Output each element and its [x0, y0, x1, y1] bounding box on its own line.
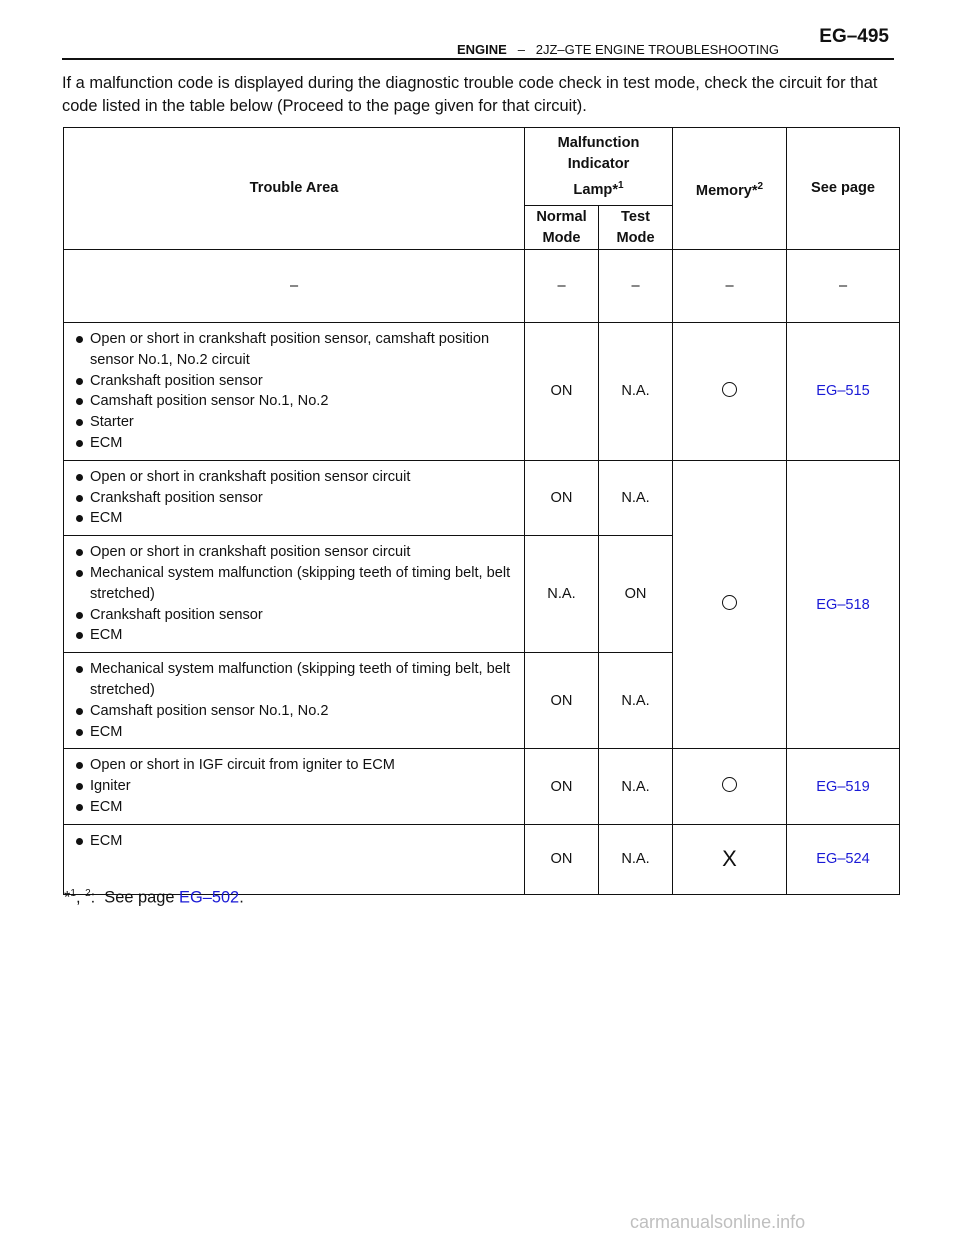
footnote-end: . [239, 888, 244, 907]
memory-label: Memory* [695, 182, 758, 199]
normal-mode-cell: ON [525, 749, 599, 824]
trouble-area-cell [64, 460, 525, 535]
mil-line-1: Malfunction [557, 134, 640, 151]
memory-footnote-mark: 2 [757, 180, 764, 192]
footnote [64, 888, 244, 907]
test-mode-cell: – [599, 250, 673, 323]
footnote-text: : See page [90, 888, 180, 907]
subsection-title: 2JZ–GTE ENGINE TROUBLESHOOTING [535, 42, 779, 57]
trouble-area-cell [64, 824, 525, 894]
list-item: Igniter [74, 776, 524, 797]
header-test-mode [599, 206, 673, 250]
normal-line-1: Normal [536, 208, 587, 225]
header-mil [525, 128, 673, 206]
table-row [64, 460, 900, 535]
normal-mode-cell: ON [525, 323, 599, 461]
list-item: ECM [74, 797, 524, 818]
table-row [64, 824, 900, 894]
list-item: Mechanical system malfunction (skipping teeth of timing belt, belt stretched) [74, 659, 524, 701]
running-title [457, 42, 779, 57]
header-rule [62, 58, 894, 60]
header-memory [673, 128, 787, 250]
mil-line-3: Lamp* [573, 181, 619, 198]
test-mode-cell: ON [599, 536, 673, 653]
see-page-cell [787, 824, 900, 894]
list-item: Mechanical system malfunction (skipping teeth of timing belt, belt stretched) [74, 563, 524, 605]
footnote-star: * [64, 888, 71, 907]
memory-cell: – [673, 250, 787, 323]
list-item: ECM [74, 722, 524, 743]
list-item: ECM [74, 433, 524, 454]
header-see-page: See page [787, 128, 900, 250]
list-item: Open or short in crankshaft position sensor circuit [74, 542, 524, 563]
cross-icon: X [722, 846, 737, 872]
memory-cell [673, 323, 787, 461]
mil-footnote-mark: 1 [618, 179, 624, 191]
trouble-area-cell [64, 323, 525, 461]
test-mode-cell: N.A. [599, 824, 673, 894]
see-page-cell: – [787, 250, 900, 323]
page-header [62, 24, 894, 60]
test-line-1: Test [621, 208, 650, 225]
circle-icon [722, 595, 737, 610]
see-page-cell [787, 323, 900, 461]
list-item: ECM [74, 831, 524, 852]
trouble-area-cell [64, 749, 525, 824]
list-item: Camshaft position sensor No.1, No.2 [74, 701, 524, 722]
trouble-area-cell [64, 653, 525, 749]
section-title: ENGINE [457, 42, 507, 57]
footnote-sup-1: 1 [70, 888, 76, 899]
header-normal-mode [525, 206, 599, 250]
list-item: ECM [74, 508, 524, 529]
normal-mode-cell: ON [525, 824, 599, 894]
see-page-link[interactable]: EG–524 [816, 851, 870, 868]
see-page-cell [787, 460, 900, 749]
see-page-link[interactable]: EG–515 [816, 383, 870, 400]
list-item: Starter [74, 412, 524, 433]
footnote-comma: , [75, 888, 86, 907]
footnote-sup-2: 2 [85, 888, 91, 899]
list-item: Open or short in crankshaft position sensor, camshaft position sensor No.1, No.2 circuit [74, 329, 524, 371]
table-row [64, 323, 900, 461]
footnote-link[interactable]: EG–502 [179, 888, 240, 907]
watermark-text: carmanualsonline.info [630, 1212, 806, 1232]
trouble-area-cell: – [64, 250, 525, 323]
table-row [64, 250, 900, 323]
memory-cell [673, 460, 787, 749]
mil-line-2: Indicator [567, 155, 630, 172]
memory-cell [673, 749, 787, 824]
dtc-table [63, 127, 900, 895]
normal-mode-cell: ON [525, 460, 599, 535]
page-number: EG–495 [819, 26, 889, 47]
test-mode-cell: N.A. [599, 749, 673, 824]
header-trouble-area: Trouble Area [64, 128, 525, 250]
header-dash: – [517, 42, 525, 57]
list-item: Crankshaft position sensor [74, 605, 524, 626]
normal-line-2: Mode [542, 229, 581, 246]
see-page-link[interactable]: EG–518 [816, 596, 870, 613]
memory-cell [673, 824, 787, 894]
normal-mode-cell: – [525, 250, 599, 323]
circle-icon [722, 382, 737, 397]
see-page-link[interactable]: EG–519 [816, 778, 870, 795]
list-item: Crankshaft position sensor [74, 371, 524, 392]
circle-icon [722, 777, 737, 792]
intro-paragraph: If a malfunction code is displayed during the diagnostic trouble code check in test mode, check the circuit for that code listed in the table below (Proceed to the page given for that circuit). [62, 74, 878, 115]
list-item: ECM [74, 625, 524, 646]
test-mode-cell: N.A. [599, 460, 673, 535]
list-item: Camshaft position sensor No.1, No.2 [74, 391, 524, 412]
list-item: Open or short in IGF circuit from igniter to ECM [74, 755, 524, 776]
test-mode-cell: N.A. [599, 323, 673, 461]
list-item: Crankshaft position sensor [74, 488, 524, 509]
test-line-2: Mode [616, 229, 655, 246]
table-row [64, 749, 900, 824]
normal-mode-cell: ON [525, 653, 599, 749]
test-mode-cell: N.A. [599, 653, 673, 749]
trouble-area-cell [64, 536, 525, 653]
normal-mode-cell: N.A. [525, 536, 599, 653]
list-item: Open or short in crankshaft position sensor circuit [74, 467, 524, 488]
see-page-cell [787, 749, 900, 824]
